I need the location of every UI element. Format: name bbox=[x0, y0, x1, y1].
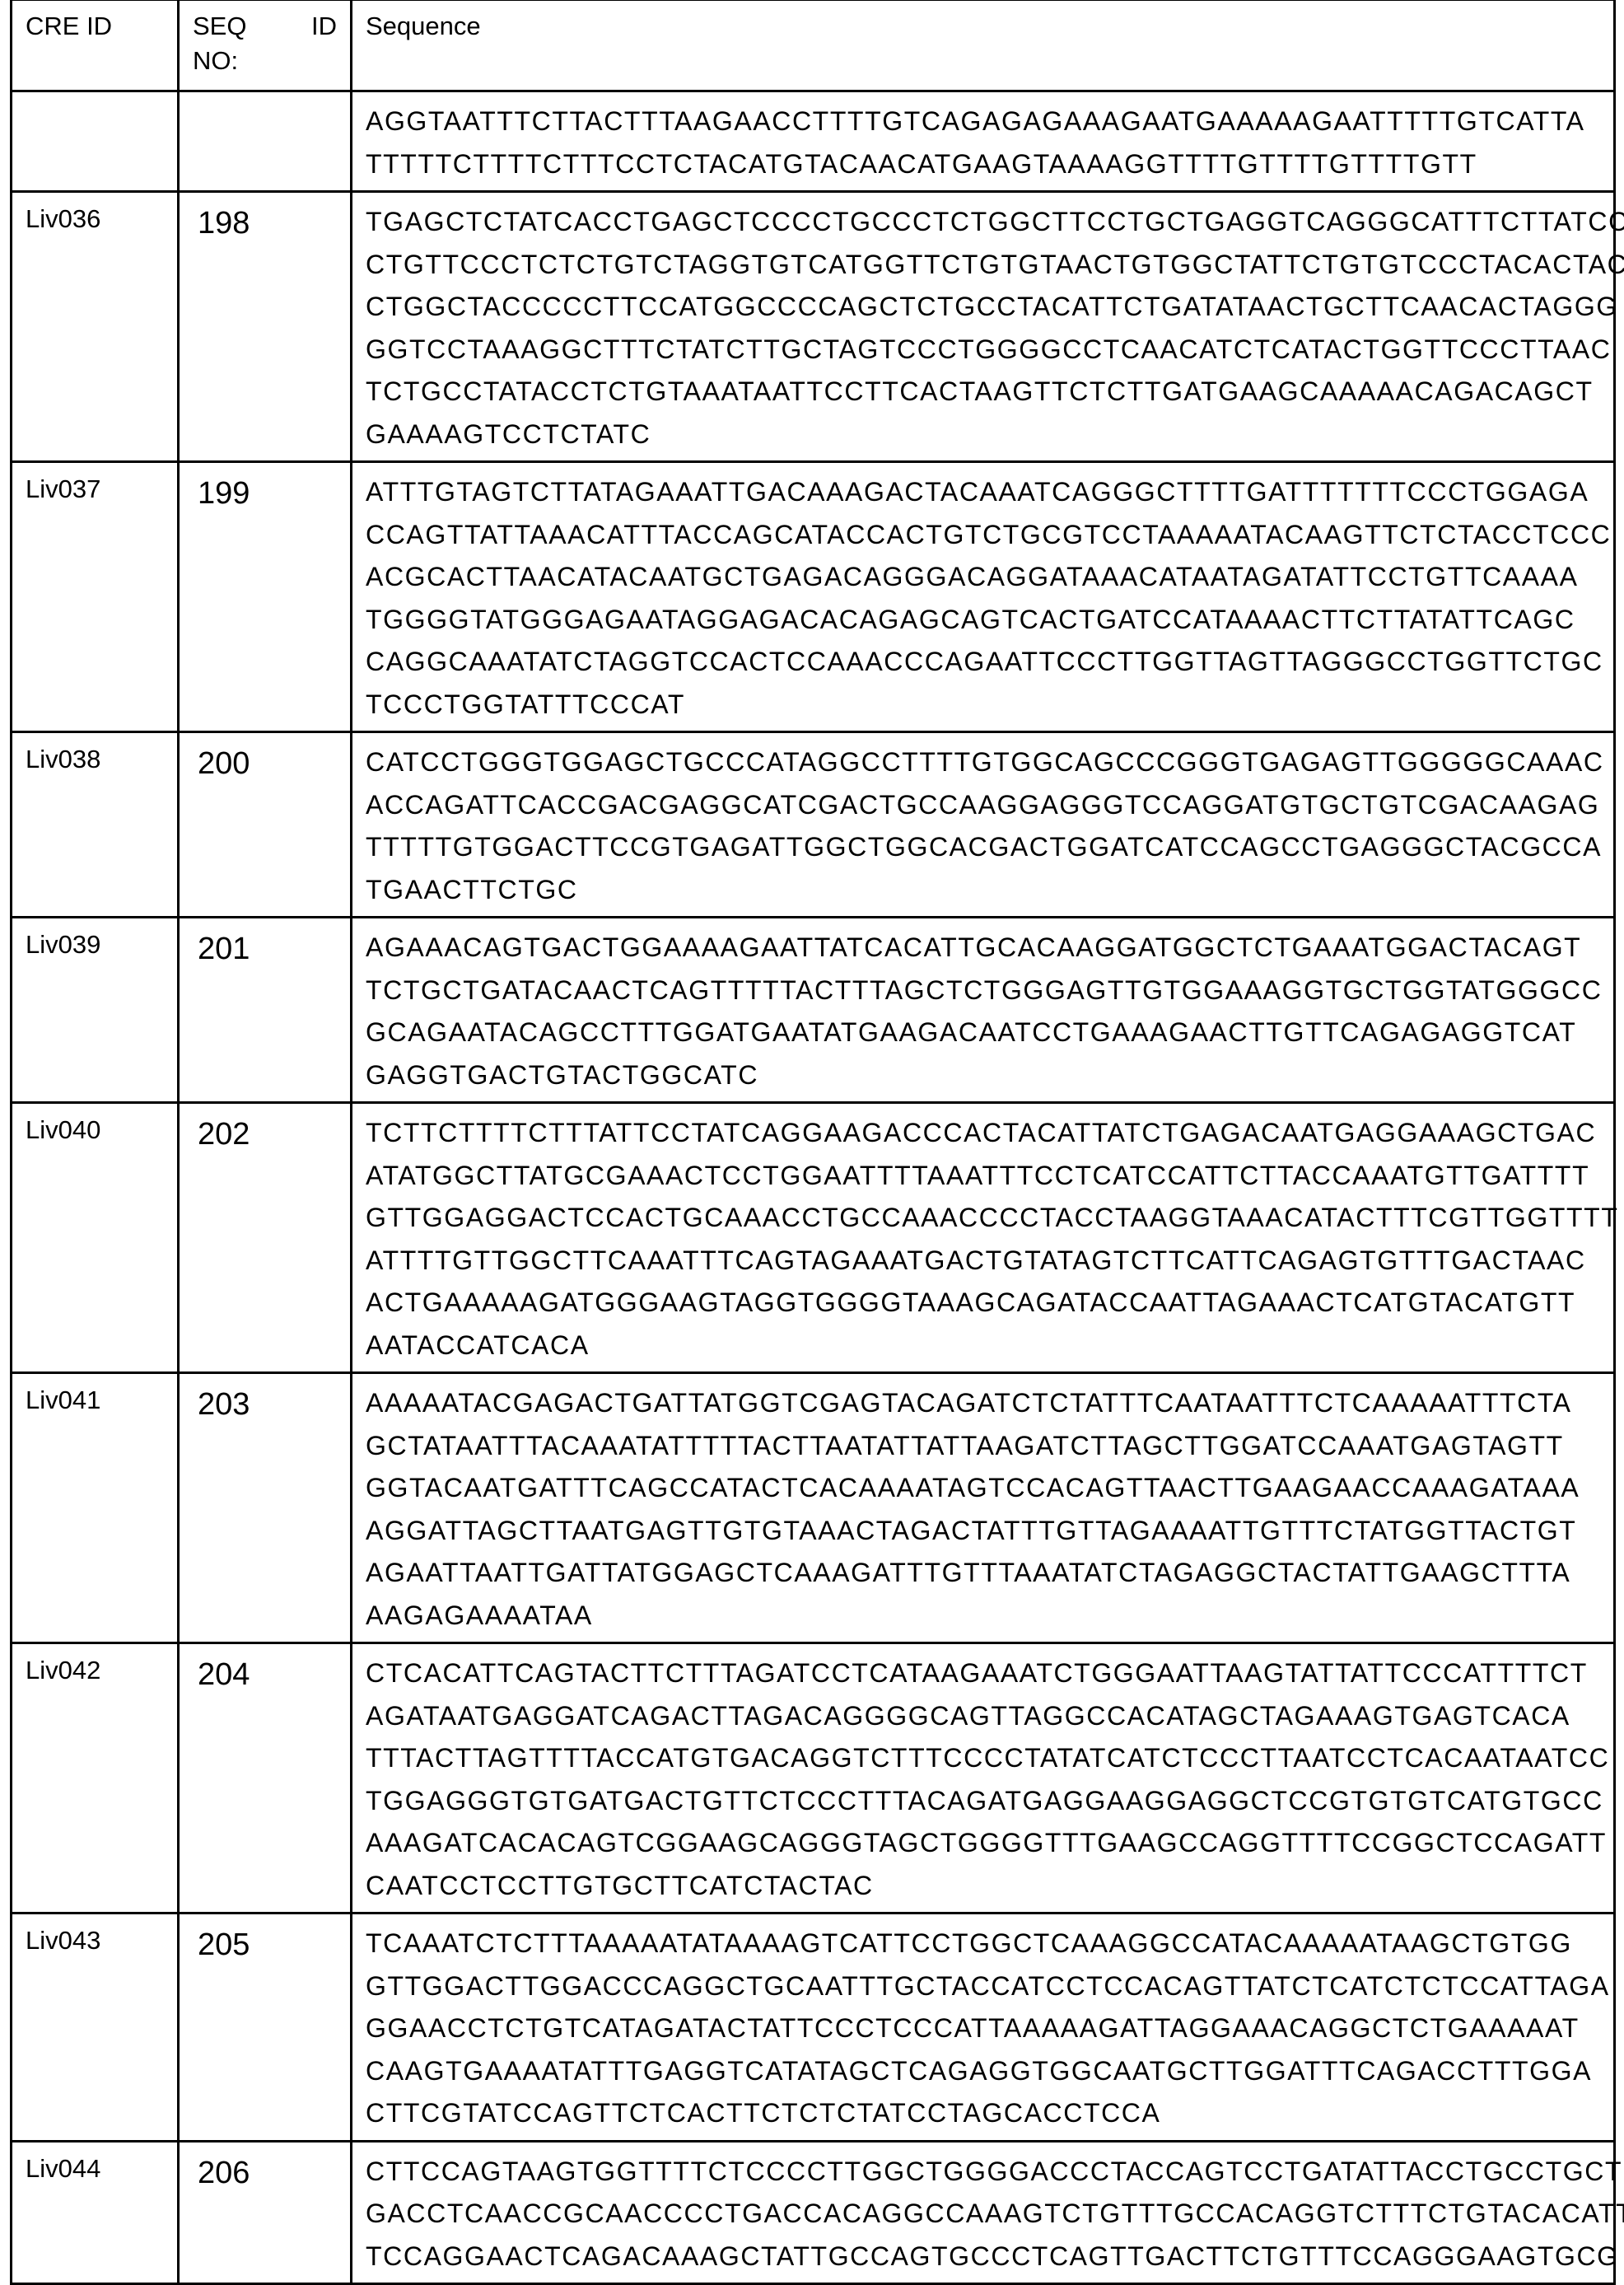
seq-id-cell: 202 bbox=[179, 1103, 352, 1373]
table-row bbox=[12, 732, 1615, 918]
sequence-cell bbox=[352, 2141, 1615, 2284]
sequence-line: AAGAGAAAATAA bbox=[366, 1595, 1600, 1638]
cre-id-cell: Liv040 bbox=[12, 1103, 179, 1373]
sequence-line: TTTTTGTGGACTTCCGTGAGATTGGCTGGCACGACTGGATCATCCAGCCTGAGGGCTACGCCA bbox=[366, 826, 1600, 869]
sequence-line: AGAATTAATTGATTATGGAGCTCAAAGATTTGTTTAAATATCTAGAGGCTACTATTGAAGCTTTA bbox=[366, 1552, 1600, 1595]
table-row bbox=[12, 1373, 1615, 1643]
table-row bbox=[12, 1643, 1615, 1914]
seq-id-cell: 198 bbox=[179, 192, 352, 462]
sequence-cell bbox=[352, 1643, 1615, 1914]
sequence-line: AGGATTAGCTTAATGAGTTGTGTAAACTAGACTATTTGTTAGAAAATTGTTTCTATGGTTACTGT bbox=[366, 1510, 1600, 1553]
header-cre-id: CRE ID bbox=[12, 0, 179, 91]
table-row bbox=[12, 1103, 1615, 1373]
sequence-line: GGAACCTCTGTCATAGATACTATTCCCTCCCATTAAAAAGATTAGGAAACAGGCTCTGAAAAAT bbox=[366, 2007, 1600, 2050]
sequence-line: GCTATAATTTACAAATATTTTTACTTAATATTATTAAGATCTTAGCTTGGATCCAAATGAGTAGTT bbox=[366, 1425, 1600, 1468]
sequence-line: AGGTAATTTCTTACTTTAAGAACCTTTTGTCAGAGAGAAAGAATGAAAAAGAATTTTTGTCATTA bbox=[366, 100, 1600, 143]
header-no-label: NO: bbox=[193, 44, 337, 78]
sequence-line: CCAGTTATTAAACATTTACCAGCATACCACTGTCTGCGTCCTAAAAATACAAGTTCTCTACCTCCC bbox=[366, 514, 1600, 557]
seq-id-cell: 204 bbox=[179, 1643, 352, 1914]
sequence-line: TGAGCTCTATCACCTGAGCTCCCCTGCCCTCTGGCTTCCTGCTGAGGTCAGGGCATTTCTTATCC bbox=[366, 201, 1600, 244]
sequence-line: CTGTTCCCTCTCTGTCTAGGTGTCATGGTTCTGTGTAACTGTGGCTATTCTGTGTCCCTACACTAC bbox=[366, 244, 1600, 287]
table-row bbox=[12, 462, 1615, 732]
table-row bbox=[12, 91, 1615, 192]
sequence-line: AAAGATCACACAGTCGGAAGCAGGGTAGCTGGGGTTTGAAGCCAGGTTTTCCGGCTCCAGATT bbox=[366, 1822, 1600, 1865]
sequence-line: TTTTTCTTTTCTTTCCTCTACATGTACAACATGAAGTAAAAGGTTTTGTTTTGTTTTGTT bbox=[366, 143, 1600, 186]
sequence-line: GCAGAATACAGCCTTTGGATGAATATGAAGACAATCCTGAAAGAACTTGTTCAGAGAGGTCAT bbox=[366, 1012, 1600, 1054]
header-seq-label: SEQ bbox=[193, 9, 246, 44]
cre-id-cell: Liv036 bbox=[12, 192, 179, 462]
sequence-cell bbox=[352, 192, 1615, 462]
seq-id-cell: 200 bbox=[179, 732, 352, 918]
seq-id-cell bbox=[179, 91, 352, 192]
cre-id-cell: Liv038 bbox=[12, 732, 179, 918]
sequence-line: CTGGCTACCCCCTTCCATGGCCCCAGCTCTGCCTACATTCTGATATAACTGCTTCAACACTAGGG bbox=[366, 286, 1600, 329]
sequence-line: ACTGAAAAAGATGGGAAGTAGGTGGGGTAAAGCAGATACCAATTAGAAACTCATGTACATGTT bbox=[366, 1282, 1600, 1325]
sequence-cell bbox=[352, 91, 1615, 192]
sequence-line: CATCCTGGGTGGAGCTGCCCATAGGCCTTTTGTGGCAGCCCGGGTGAGAGTTGGGGGCAAAC bbox=[366, 741, 1600, 784]
table-row bbox=[12, 192, 1615, 462]
cre-id-cell: Liv041 bbox=[12, 1373, 179, 1643]
cre-id-cell bbox=[12, 91, 179, 192]
header-sequence: Sequence bbox=[352, 0, 1615, 91]
table-header-row bbox=[12, 0, 1615, 91]
sequence-line: AATACCATCACA bbox=[366, 1325, 1600, 1367]
sequence-line: ACGCACTTAACATACAATGCTGAGACAGGGACAGGATAAACATAATAGATATTCCTGTTCAAAA bbox=[366, 556, 1600, 599]
sequence-table bbox=[10, 0, 1616, 2285]
sequence-line: TTTACTTAGTTTTACCATGTGACAGGTCTTTCCCCTATATCATCTCCCTTAATCCTCACAATAATCC bbox=[366, 1737, 1600, 1780]
sequence-line: ACCAGATTCACCGACGAGGCATCGACTGCCAAGGAGGGTCCAGGATGTGCTGTCGACAAGAG bbox=[366, 784, 1600, 827]
sequence-line: AGATAATGAGGATCAGACTTAGACAGGGGCAGTTAGGCCACATAGCTAGAAAGTGAGTCACA bbox=[366, 1695, 1600, 1738]
sequence-line: TCAAATCTCTTTAAAAATATAAAAGTCATTCCTGGCTCAAAGGCCATACAAAAATAAGCTGTGG bbox=[366, 1923, 1600, 1965]
table-row bbox=[12, 2141, 1615, 2284]
sequence-line: GGTACAATGATTTCAGCCATACTCACAAAATAGTCCACAGTTAACTTGAAGAACCAAAGATAAA bbox=[366, 1467, 1600, 1510]
sequence-line: TGGAGGGTGTGATGACTGTTCTCCCTTTACAGATGAGGAAGGAGGCTCCGTGTGTCATGTGCC bbox=[366, 1780, 1600, 1823]
sequence-line: TCCAGGAACTCAGACAAAGCTATTGCCAGTGCCCTCAGTTGACTTCTGTTTCCAGGGAAGTGCG bbox=[366, 2236, 1600, 2278]
sequence-line: TCTGCTGATACAACTCAGTTTTTACTTTAGCTCTGGGAGTTGTGGAAAGGTGCTGGTATGGGCC bbox=[366, 970, 1600, 1012]
cre-id-cell: Liv042 bbox=[12, 1643, 179, 1914]
cre-id-cell: Liv037 bbox=[12, 462, 179, 732]
sequence-cell bbox=[352, 918, 1615, 1103]
seq-id-cell: 199 bbox=[179, 462, 352, 732]
sequence-line: CTTCCAGTAAGTGGTTTTCTCCCCTTGGCTGGGGACCCTACCAGTCCTGATATTACCTGCCTGCT bbox=[366, 2151, 1600, 2194]
sequence-line: AGAAACAGTGACTGGAAAAGAATTATCACATTGCACAAGGATGGCTCTGAAATGGACTACAGT bbox=[366, 927, 1600, 970]
cre-id-cell: Liv044 bbox=[12, 2141, 179, 2284]
sequence-line: CTCACATTCAGTACTTCTTTAGATCCTCATAAGAAATCTGGGAATTAAGTATTATTCCCATTTTCT bbox=[366, 1652, 1600, 1695]
sequence-cell bbox=[352, 1914, 1615, 2142]
seq-id-cell: 206 bbox=[179, 2141, 352, 2284]
sequence-cell bbox=[352, 462, 1615, 732]
sequence-line: ATTTGTAGTCTTATAGAAATTGACAAAGACTACAAATCAGGGCTTTTGATTTTTTTCCCTGGAGA bbox=[366, 471, 1600, 514]
sequence-line: GACCTCAACCGCAACCCCTGACCACAGGCCAAAGTCTGTTTGCCACAGGTCTTTCTGTACACATT bbox=[366, 2193, 1600, 2236]
seq-id-cell: 205 bbox=[179, 1914, 352, 2142]
sequence-line: TCTTCTTTTCTTTATTCCTATCAGGAAGACCCACTACATTATCTGAGACAATGAGGAAAGCTGAC bbox=[366, 1112, 1600, 1155]
header-id-label: ID bbox=[311, 9, 337, 44]
sequence-line: TGGGGTATGGGAGAATAGGAGACACAGAGCAGTCACTGATCCATAAAACTTCTTATATTCAGC bbox=[366, 599, 1600, 642]
sequence-line: TCCCTGGTATTTCCCAT bbox=[366, 684, 1600, 727]
sequence-line: CTTCGTATCCAGTTCTCACTTCTCTCTATCCTAGCACCTCCA bbox=[366, 2092, 1600, 2135]
sequence-line: GAGGTGACTGTACTGGCATC bbox=[366, 1054, 1600, 1097]
sequence-cell bbox=[352, 1103, 1615, 1373]
sequence-line: CAGGCAAATATCTAGGTCCACTCCAAACCCAGAATTCCCTTGGTTAGTTAGGGCCTGGTTCTGC bbox=[366, 641, 1600, 684]
sequence-line: GAAAAGTCCTCTATC bbox=[366, 414, 1600, 456]
sequence-line: ATTTTGTTGGCTTCAAATTTCAGTAGAAATGACTGTATAGTCTTCATTCAGAGTGTTTGACTAAC bbox=[366, 1240, 1600, 1283]
table-row bbox=[12, 1914, 1615, 2142]
sequence-line: TGAACTTCTGC bbox=[366, 869, 1600, 912]
sequence-line: CAAGTGAAAATATTTGAGGTCATATAGCTCAGAGGTGGCAATGCTTGGATTTCAGACCTTTGGA bbox=[366, 2050, 1600, 2093]
sequence-line: GTTGGACTTGGACCCAGGCTGCAATTTGCTACCATCCTCCACAGTTATCTCATCTCTCCATTAGA bbox=[366, 1965, 1600, 2008]
sequence-line: AAAAATACGAGACTGATTATGGTCGAGTACAGATCTCTATTTCAATAATTTCTCAAAAATTTCTA bbox=[366, 1382, 1600, 1425]
sequence-line: ATATGGCTTATGCGAAACTCCTGGAATTTTAAATTTCCTCATCCATTCTTACCAAATGTTGATTTT bbox=[366, 1155, 1600, 1198]
sequence-line: TCTGCCTATACCTCTGTAAATAATTCCTTCACTAAGTTCTCTTGATGAAGCAAAAACAGACAGCT bbox=[366, 371, 1600, 414]
cre-id-cell: Liv039 bbox=[12, 918, 179, 1103]
sequence-cell bbox=[352, 732, 1615, 918]
sequence-line: GGTCCTAAAGGCTTTCTATCTTGCTAGTCCCTGGGGCCTCAACATCTCATACTGGTTCCCTTAAC bbox=[366, 329, 1600, 371]
table-row bbox=[12, 918, 1615, 1103]
seq-id-cell: 201 bbox=[179, 918, 352, 1103]
cre-id-cell: Liv043 bbox=[12, 1914, 179, 2142]
header-seq-id bbox=[179, 0, 352, 91]
sequence-line: GTTGGAGGACTCCACTGCAAACCTGCCAAACCCCTACCTAAGGTAAACATACTTTCGTTGGTTTT bbox=[366, 1197, 1600, 1240]
seq-id-cell: 203 bbox=[179, 1373, 352, 1643]
sequence-line: CAATCCTCCTTGTGCTTCATCTACTAC bbox=[366, 1865, 1600, 1908]
sequence-cell bbox=[352, 1373, 1615, 1643]
